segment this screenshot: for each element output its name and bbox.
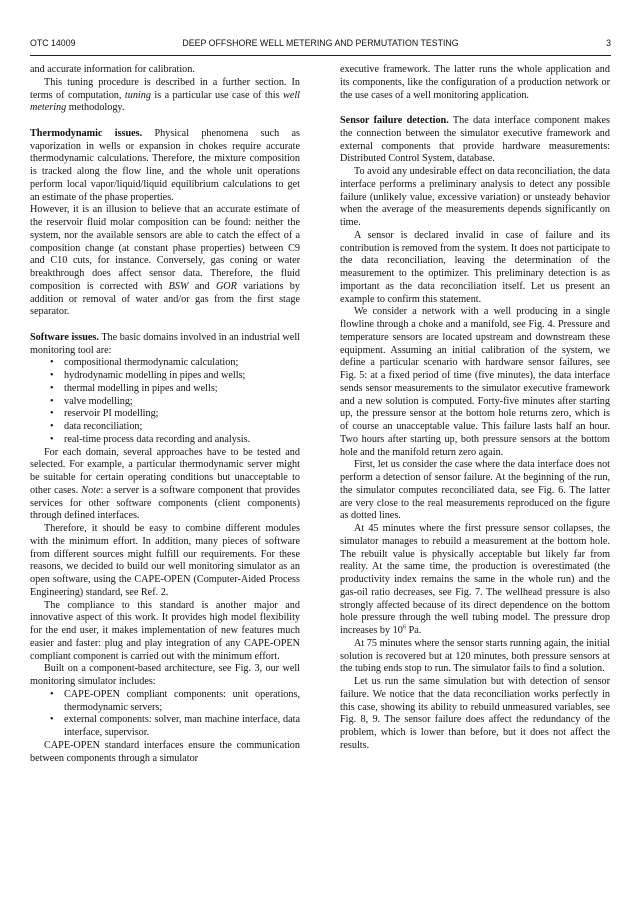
paragraph-software: Software issues. The basic domains involved in an industrial well monitoring tool are: [30, 331, 300, 356]
well-metering-term: well metering [30, 89, 301, 114]
paragraph-architecture: Built on a component-based architecture, see Fig. 3, our well monitoring simulator includes: [30, 663, 300, 687]
paragraph-compliance: The compliance to this standard is another major and innovative aspect of this work. It provides high model flexibility for the end user, it makes implementation of new features much easier and faster: plug and play integration of any CAPE-OPEN compliant component is carried out with the minimum effort. [30, 599, 300, 662]
list-item: • compositional thermodynamic calculation; [64, 357, 300, 370]
paragraph-calibration: and accurate information for calibration. [30, 64, 195, 75]
paragraph-45-minutes: At 45 minutes where the first pressure sensor collapses, the simulator manages to rebuild a measurement at the bottom hole. The rebuilt value is physically acceptable but likely far from reality. At the same time, the production is overestimated (the productivity index remains the same in the whole run) and the gas-oil ratio decreases, see Fig. 7. The wellhead pressure is also strongly affected because of its direct dependence on the bottom hole pressure through the well tubing model. The pressure drop increases by $10^6$ Pa. [340, 523, 610, 636]
exponent: 6 [402, 623, 407, 631]
running-title: DEEP OFFSHORE WELL METERING AND PERMUTATION TESTING [182, 38, 459, 48]
thermodynamic-heading: Thermodynamic issues. [30, 127, 143, 139]
right-column [340, 64, 610, 753]
paragraph-75-minutes: At 75 minutes where the sensor starts running again, the initial solution is recovered but at 120 minutes, both pressure sensors at the tubing ends stop to run. The simulator fails to find a solution. [340, 637, 610, 675]
paragraph-sensor-failure: Sensor failure detection. The data interface component makes the connection between the simulator executive framework and external components that provide hardware measurements: Distributed Control System, database. [340, 115, 610, 165]
list-item: • external components: solver, man machine interface, data interface, supervisor. [64, 714, 300, 740]
paragraph-tuning: This tuning procedure is described in a further section. In terms of computation, tuning is a particular use case of this well metering methodology. [30, 76, 301, 114]
running-header [30, 38, 611, 52]
paragraph-sensor-invalid: A sensor is declared invalid in case of failure and its contribution is removed from the system. It does not participate to the data reconciliation, leaving the determination of the measurement to the optimizer. This preliminary detection is as important as the data reconciliation itself. Let us present an example to confirm this statement. [340, 229, 610, 305]
paragraph-avoid-effect: To avoid any undesirable effect on data reconciliation, the data interface performs a preliminary analysis to detect any possible failure (unlikely value, excessive variation) or unsteady behavior when the average of the measurements depends significantly on time. [340, 166, 610, 228]
paragraph-executive-framework: executive framework. The latter runs the whole application and its components, like the configuration of a production network or the use cases of a well monitoring application. [340, 64, 610, 101]
list-item: • valve modelling; [64, 396, 300, 409]
paragraph-with-detection: Let us run the same simulation but with detection of sensor failure. We notice that the data reconciliation works perfectly in this case, showing its ability to rebuild unmeasured variables, see Fig. 8, 9. The sensor failure does affect the redundancy of the problem, which is lower than before, but it does not affect the results. [340, 676, 610, 751]
bsw-term: BSW [168, 280, 189, 292]
page-number: 3 [606, 38, 611, 48]
list-item: • real-time process data recording and analysis. [64, 434, 300, 447]
left-column [30, 64, 300, 765]
paragraph-composition: However, it is an illusion to believe that an accurate estimate of the reservoir fluid molar composition can be found: neither the system, nor the available sensors are able to catch the effect of a composition change (at constant phase properties) between C9 and C10 cuts, for instance. Conversely, gas coning or water breakthrough does affect sensor data. Therefore, the fluid composition is corrected with BSW and GOR variations by addition or removal of water and/or gas from the first stage separator. [30, 204, 300, 318]
list-item: • data reconciliation; [64, 421, 300, 434]
paragraph-capeopen-interfaces: CAPE-OPEN standard interfaces ensure the communication between components through a simulator [30, 739, 300, 764]
gor-term: GOR [215, 280, 237, 292]
header-rule [30, 55, 611, 56]
list-item: • CAPE-OPEN compliant components: unit operations, thermodynamic servers; [64, 689, 300, 715]
sensor-failure-heading: Sensor failure detection. [340, 115, 449, 126]
paragraph-domain-approaches: For each domain, several approaches have to be tested and selected. For example, a particular thermodynamic server might be suitable for certain operating conditions but unacceptable to other cases. Note: a server is a software component that provides services for other software components (client components) through defined interfaces. [30, 446, 300, 522]
component-list [30, 689, 300, 740]
paragraph-no-detection: First, let us consider the case where the data interface does not perform a detection of sensor failure. At the beginning of the run, the simulator computes reconciliated data, see Fig. 6. The latter are very close to the real measurements reproduced on the figure as dotted lines. [340, 459, 610, 522]
tuning-term: tuning [124, 89, 151, 101]
list-item: • hydrodynamic modelling in pipes and wells; [64, 370, 300, 383]
list-item: • thermal modelling in pipes and wells; [64, 383, 300, 396]
list-item: • reservoir PI modelling; [64, 408, 300, 421]
software-heading: Software issues. [30, 331, 99, 343]
paper-number: OTC 14009 [30, 38, 76, 48]
domain-list [30, 357, 300, 446]
paragraph-thermodynamic: Thermodynamic issues. Physical phenomena such as vaporization in wells or expansion in chokes require accurate thermodynamic calculations. Therefore, the mixture composition is tracked along the flow line, and the whole unit operations perform local vapor/liquid/liquid equilibrium calculations to get an estimate of the phase properties. [30, 127, 301, 203]
note-term: Note [81, 484, 101, 496]
paragraph-network-example: We consider a network with a well producing in a single flowline through a choke and a manifold, see Fig. 4. Pressure and temperature sensors are located upstream and downstream these equipment. Assuming an initial calibration of the system, we define a particular scenario with hardware sensor failures, see Fig. 5: at a fixed period of time (five minutes), the data interface sends sensor measurements to the simulator executive framework and a new solution is computed. Forty-five minutes after starting up, the pressure sensor at the bottom hole returns zero, which is of course an unacceptable value. This failure lasts half an hour. Two hours after starting up, both pressure sensors at the bottom hole and the manifold return zero again. [340, 306, 610, 458]
paragraph-combine-modules: Therefore, it should be easy to combine different modules with the minimum effort. In addition, many pieces of software from different sources might fulfill our requirements. For these reasons, we decided to build our well monitoring simulator as an open software, using the CAPE-OPEN (Computer-Aided Process Engineering) standard, see Ref. 2. [30, 523, 300, 598]
